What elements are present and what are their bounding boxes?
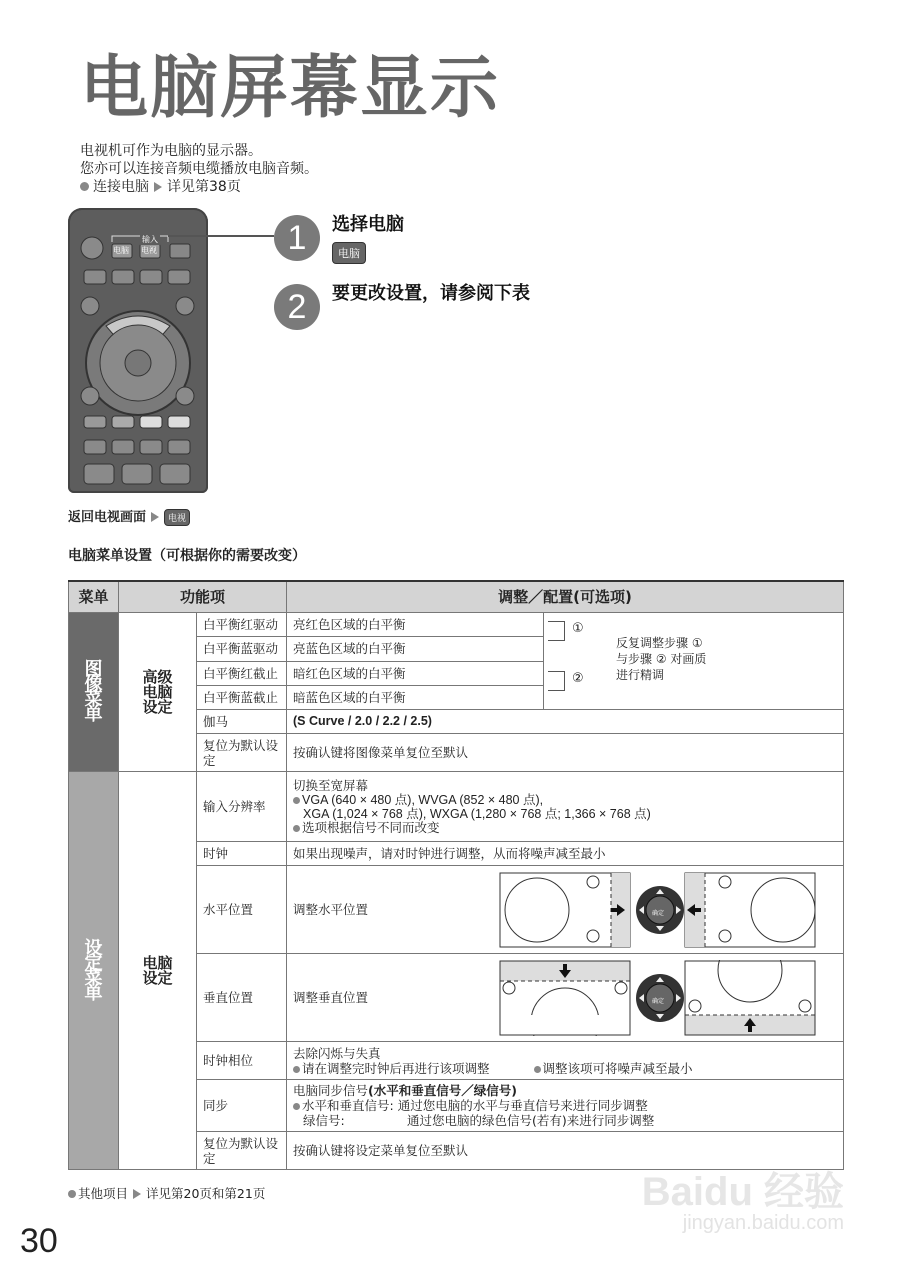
item-red-drive: 白平衡红驱动 — [197, 613, 287, 637]
bullet-icon — [293, 797, 300, 804]
bullet-icon — [80, 182, 89, 191]
intro-text — [80, 142, 318, 196]
desc-blue-drive: 亮蓝色区域的白平衡 — [287, 637, 544, 661]
item-setup-reset: 复位为默认设定 — [197, 1132, 287, 1170]
advanced-pc-settings-group: 高级 电脑 设定 — [119, 613, 197, 772]
pc-settings-group: 电脑 设定 — [119, 772, 197, 1170]
intro-line-2: 您亦可以连接音频电缆播放电脑音频。 — [80, 161, 318, 177]
watermark-logo: Baidu 经验 — [641, 1170, 844, 1214]
item-clock-phase: 时钟相位 — [197, 1042, 287, 1080]
desc-gamma: (S Curve / 2.0 / 2.2 / 2.5) — [287, 710, 844, 734]
desc-v-position: 调整垂直位置 确定 — [287, 954, 844, 1042]
page-title: 电脑屏幕显示 — [80, 49, 501, 128]
step-2-text: 要更改设置，请参阅下表 — [332, 283, 530, 304]
return-to-tv-note: 返回电视画面 电视 — [68, 506, 190, 526]
item-v-position: 垂直位置 — [197, 954, 287, 1042]
desc-blue-cutoff: 暗蓝色区域的白平衡 — [287, 685, 544, 709]
step-mark-1: ① — [572, 621, 584, 636]
step-connector — [208, 235, 274, 237]
desc-red-cutoff: 暗红色区域的白平衡 — [287, 661, 544, 685]
desc-red-drive: 亮红色区域的白平衡 — [287, 613, 544, 637]
step-2-number: 2 — [274, 284, 320, 330]
desc-sync: 电脑同步信号(水平和垂直信号／绿信号) 水平和垂直信号: 通过您电脑的水平与垂直信号来进行同步调整 绿信号: 通过您电脑的绿色信号(若有)来进行同步调整 — [287, 1080, 844, 1132]
arrow-right-icon — [154, 182, 162, 192]
desc-h-position: 调整水平位置 确定 — [287, 866, 844, 954]
arrow-right-icon — [133, 1189, 141, 1199]
desc-clock-phase: 去除闪烁与失真 请在调整完时钟后再进行该项调整 调整该项可将噪声减至最小 — [287, 1042, 844, 1080]
item-clock: 时钟 — [197, 842, 287, 866]
arrow-right-icon — [151, 512, 159, 522]
bullet-icon — [534, 1066, 541, 1073]
pc-key-label: 电脑 — [113, 246, 129, 255]
item-h-position: 水平位置 — [197, 866, 287, 954]
bullet-icon — [293, 1103, 300, 1110]
item-blue-drive: 白平衡蓝驱动 — [197, 637, 287, 661]
intro-line-3: 连接电脑 详见第38页 — [80, 178, 318, 196]
desc-input-resolution: 切换至宽屏幕 VGA (640 × 480 点), WVGA (852 × 480 点), XGA (1,024 × 768 点), WXGA (1,280 × 768 点; 1,366 × 768 点) 选项根据信号不同而改变 — [287, 772, 844, 842]
item-red-cutoff: 白平衡红截止 — [197, 661, 287, 685]
item-gamma: 伽马 — [197, 710, 287, 734]
bullet-icon — [293, 825, 300, 832]
adjust-note: 反复调整步骤 ① 与步骤 ② 对画质 进行精调 — [616, 636, 707, 682]
table-caption: 电脑菜单设置（可根据你的需要改变） — [68, 548, 306, 564]
pc-menu-table — [68, 580, 844, 1170]
step-1-key: 电脑 — [332, 242, 366, 264]
bullet-icon — [68, 1190, 76, 1198]
step-1-text: 选择电脑 — [332, 214, 404, 235]
setup-menu-label: 设 定 菜 单 — [69, 772, 119, 1170]
ok-label: 确定 — [652, 910, 665, 917]
intro-line-1: 电视机可作为电脑的显示器。 — [80, 143, 262, 159]
header-function: 功能项 — [119, 581, 287, 613]
desc-setup-reset: 按确认键将设定菜单复位至默认 — [287, 1132, 844, 1170]
desc-image-reset: 按确认键将图像菜单复位至默认 — [287, 734, 844, 772]
image-menu-label: 图 像 菜 单 — [69, 613, 119, 772]
page-number: 30 — [20, 1222, 58, 1260]
desc-clock: 如果出现噪声，请对时钟进行调整，从而将噪声减至最小 — [287, 842, 844, 866]
item-sync: 同步 — [197, 1080, 287, 1132]
item-input-resolution: 输入分辨率 — [197, 772, 287, 842]
white-balance-note-cell — [544, 613, 844, 710]
item-blue-cutoff: 白平衡蓝截止 — [197, 685, 287, 709]
step-mark-2: ② — [572, 671, 584, 686]
bullet-icon — [293, 1066, 300, 1073]
footer-note: 其他项目 详见第20页和第21页 — [68, 1184, 265, 1202]
ok-label: 确定 — [652, 998, 665, 1005]
step-1-number: 1 — [274, 215, 320, 261]
remote-buttons-graphic — [68, 208, 208, 493]
item-image-reset: 复位为默认设定 — [197, 734, 287, 772]
input-label: 输入 — [142, 235, 158, 244]
watermark-url: jingyan.baidu.com — [682, 1212, 844, 1234]
header-adjust: 调整／配置(可选项) — [287, 581, 844, 613]
remote-control-illustration — [68, 208, 208, 493]
tv-key-label: 电视 — [141, 246, 157, 255]
header-menu: 菜单 — [69, 581, 119, 613]
